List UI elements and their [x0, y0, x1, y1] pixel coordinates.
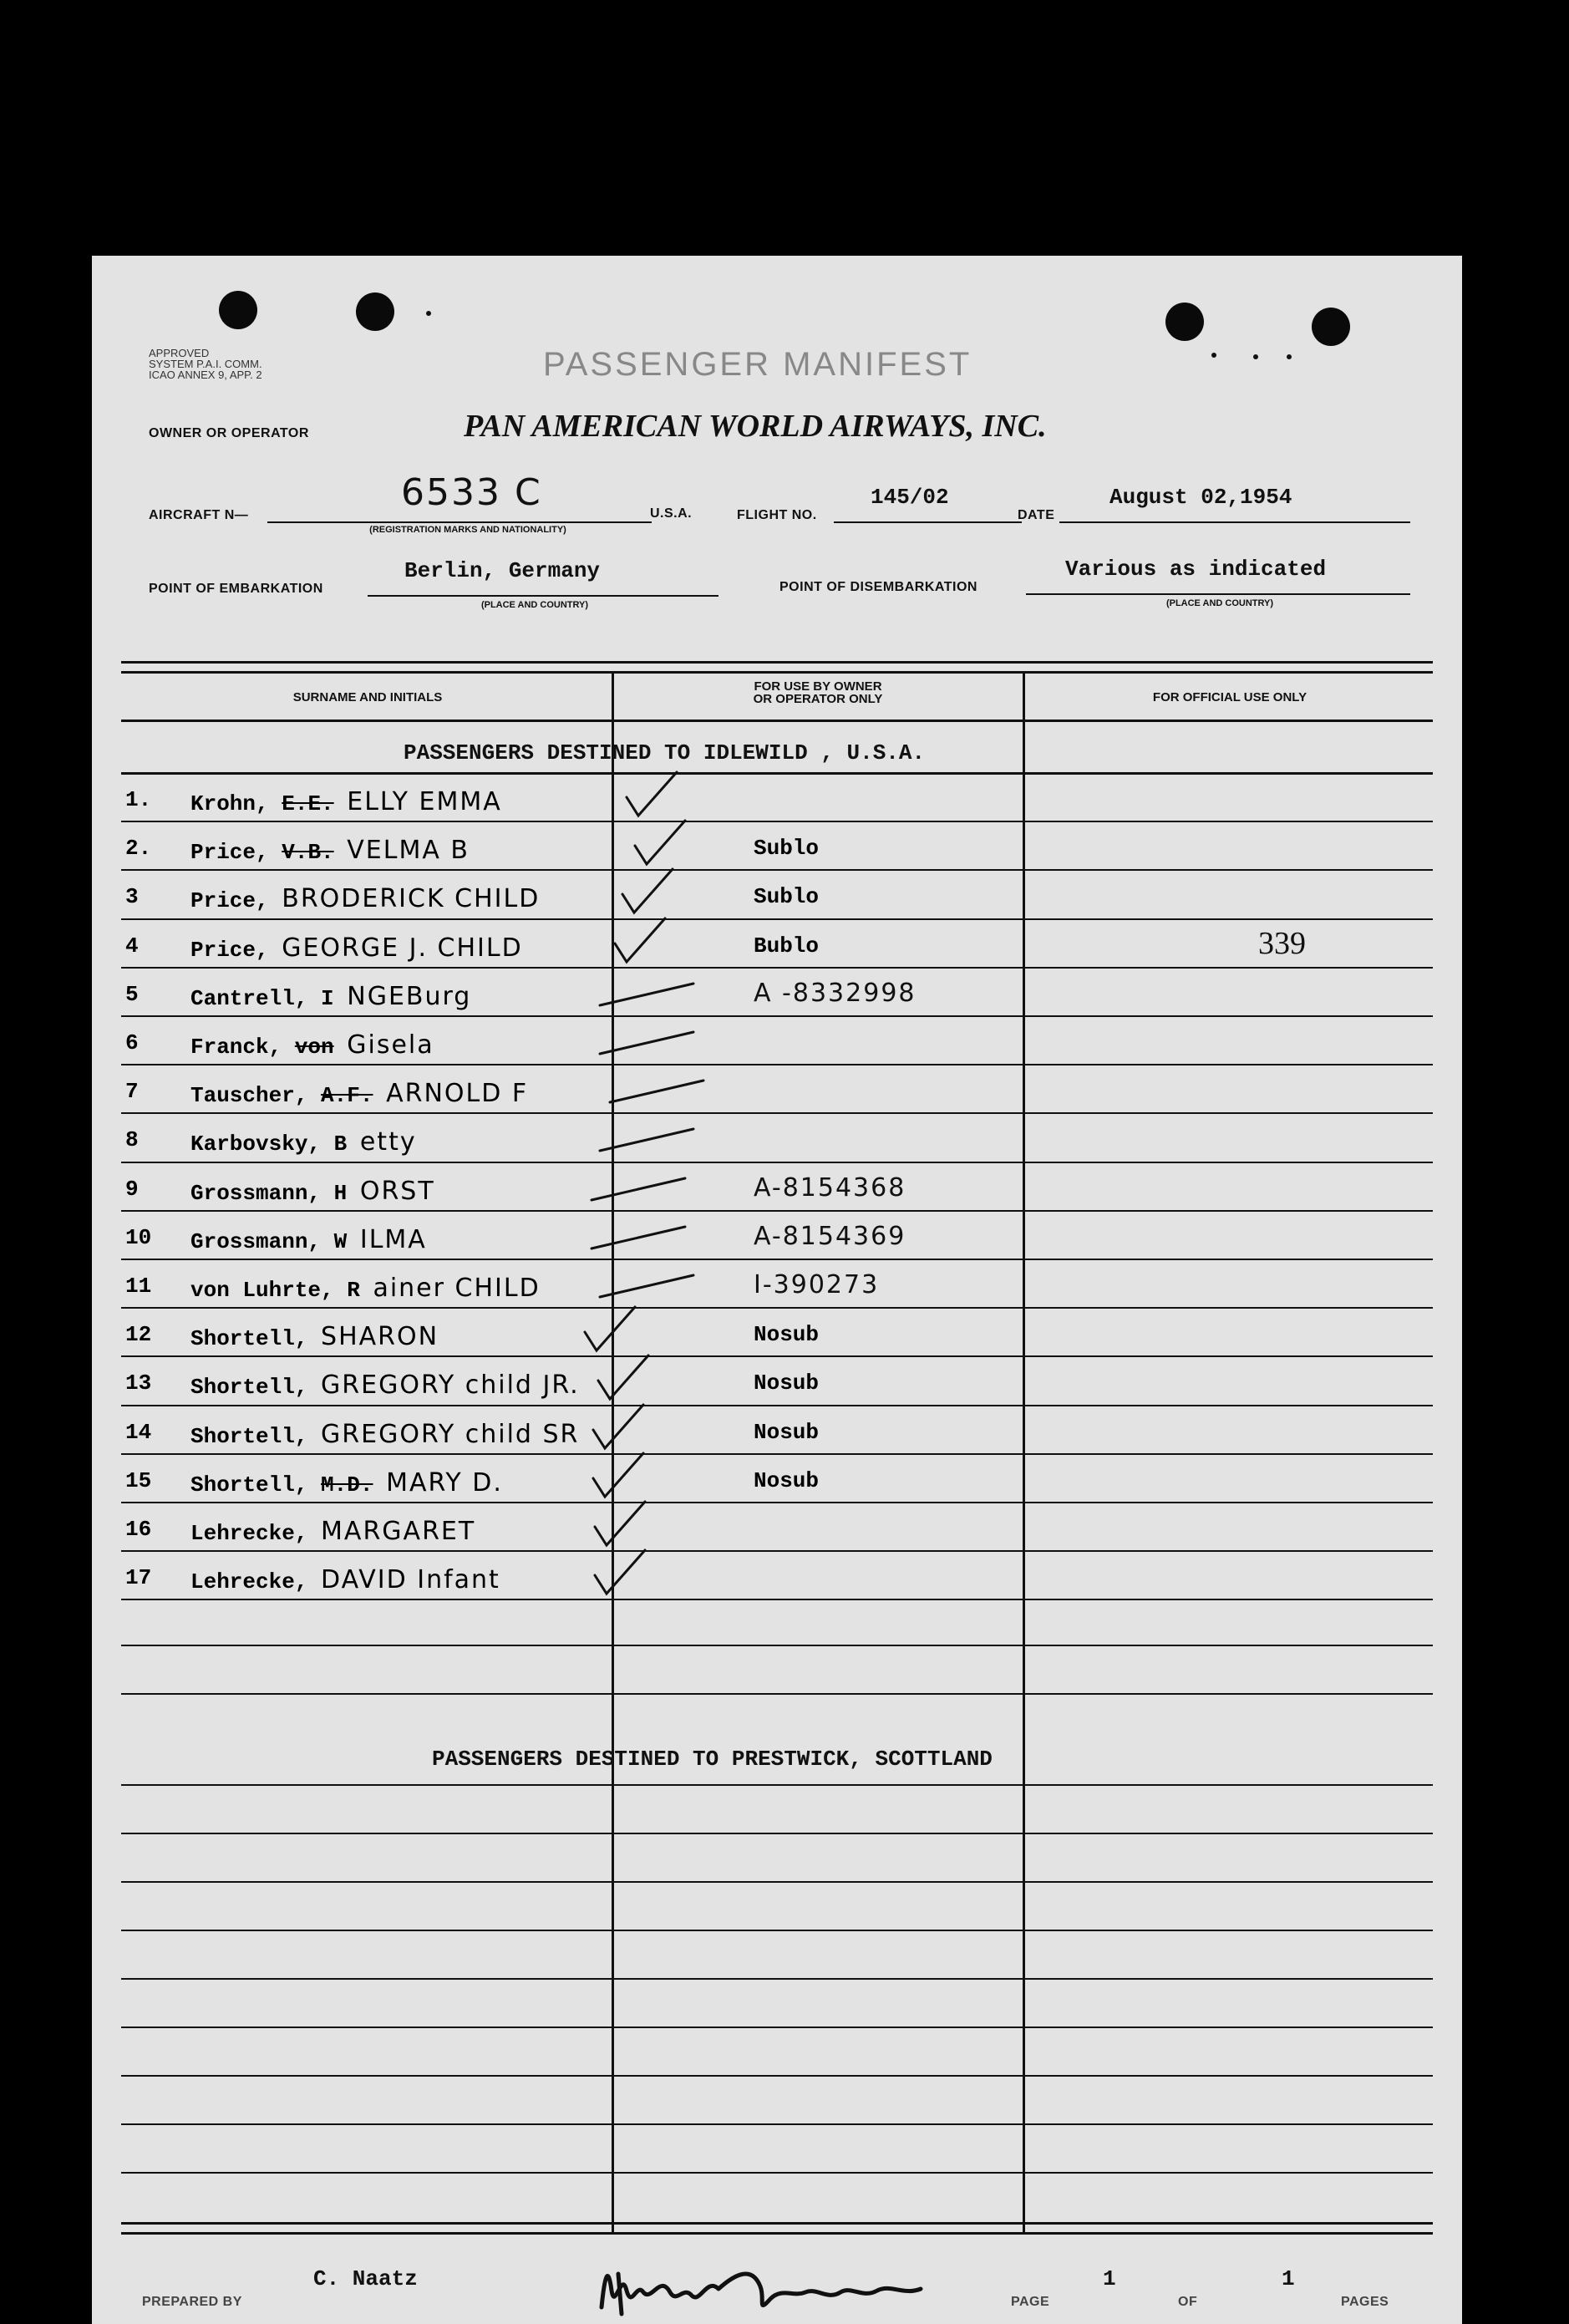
row-number: 6 [125, 1030, 139, 1055]
disembark-underline [1026, 593, 1410, 595]
passenger-row [125, 1165, 1429, 1213]
typed-surname: Shortell, [190, 1472, 308, 1498]
passenger-name [190, 836, 470, 865]
blank-row-rule [121, 1784, 1433, 1786]
passenger-name [190, 1274, 541, 1303]
section-heading-idlewild: PASSENGERS DESTINED TO IDLEWILD , U.S.A. [404, 740, 926, 765]
blank-row-rule [121, 2075, 1433, 2077]
handwritten-name: VELMA B [347, 836, 470, 866]
row-number: 5 [125, 981, 139, 1007]
approval-line: SYSTEM P.A.I. COMM. [149, 358, 262, 370]
typed-surname: Price, [190, 937, 269, 963]
owner-note: Sublo [754, 884, 820, 910]
prepared-value: C. Naatz [313, 2266, 418, 2291]
passenger-row [125, 1310, 1429, 1359]
row-rule [121, 918, 1433, 920]
signature-image [593, 2240, 944, 2324]
handwritten-name: GEORGE J. CHILD [282, 933, 523, 963]
handwritten-name: ELLY EMMA [347, 787, 502, 816]
embark-sublabel: (PLACE AND COUNTRY) [480, 600, 589, 610]
typed-surname: Krohn, [190, 791, 269, 816]
passenger-row [125, 1505, 1429, 1554]
passenger-name [190, 884, 540, 913]
paper-speck [1287, 354, 1292, 359]
pages-label: PAGES [1341, 2295, 1389, 2309]
handwritten-name: BRODERICK CHILD [282, 884, 541, 914]
owner-note: A -8332998 [754, 978, 917, 1008]
owner-note: Sublo [754, 836, 820, 862]
embark-underline [368, 595, 718, 597]
row-rule [121, 869, 1433, 871]
aircraft-sublabel: (REGISTRATION MARKS AND NATIONALITY) [369, 525, 566, 535]
owner-note: I-390273 [754, 1270, 880, 1299]
punch-hole [1165, 303, 1204, 341]
date-underline [1059, 521, 1410, 523]
typed-surname: Shortell, [190, 1326, 308, 1352]
flight-value: 145/02 [871, 485, 949, 510]
row-number: 4 [125, 933, 139, 959]
passenger-row [125, 1019, 1429, 1067]
table-top-rule [121, 671, 1433, 674]
usa-label: U.S.A. [650, 506, 693, 521]
row-rule [121, 1453, 1433, 1455]
struck-initials: A.F. [321, 1083, 373, 1109]
blank-row-rule [121, 1645, 1433, 1646]
passenger-name [190, 1127, 417, 1157]
row-rule [121, 1355, 1433, 1357]
typed-surname: Lehrecke, [190, 1521, 308, 1546]
row-number: 7 [125, 1079, 139, 1105]
handwritten-name: ILMA [359, 1224, 427, 1254]
typed-surname: Shortell, [190, 1375, 308, 1401]
row-rule [121, 1210, 1433, 1212]
typed-surname: Franck, [190, 1035, 282, 1060]
row-number: 8 [125, 1127, 139, 1153]
handwritten-name: MARY D. [386, 1467, 503, 1498]
handwritten-name: NGEBurg [347, 981, 472, 1011]
disembark-label: POINT OF DISEMBARKATION [779, 580, 977, 594]
handwritten-name: DAVID Infant [321, 1565, 500, 1595]
page-label: PAGE [1011, 2295, 1050, 2309]
blank-row-rule [121, 1930, 1433, 1931]
owner-label: OWNER OR OPERATOR [149, 426, 309, 440]
table-bottom-rule [121, 2222, 1433, 2225]
handwritten-name: ARNOLD F [386, 1079, 529, 1109]
passenger-row [125, 872, 1429, 921]
passenger-name [190, 1030, 434, 1060]
passenger-row [125, 1359, 1429, 1407]
flight-label: FLIGHT NO. [737, 508, 817, 522]
paper-speck [1211, 353, 1216, 358]
prepared-label: PREPARED BY [142, 2295, 242, 2309]
typed-surname: von Luhrte, R [190, 1278, 360, 1303]
passenger-name [190, 1468, 503, 1498]
owner-note: A-8154368 [754, 1172, 906, 1203]
row-number: 15 [125, 1467, 152, 1493]
handwritten-name: etty [359, 1127, 417, 1157]
col-owner-header-line: OR OPERATOR ONLY [753, 692, 883, 706]
owner-note: Bublo [754, 933, 820, 959]
row-number: 13 [125, 1370, 152, 1396]
embark-value: Berlin, Germany [404, 558, 601, 583]
col-surname-header: SURNAME AND INITIALS [292, 690, 443, 704]
row-rule [121, 772, 1433, 775]
row-rule [121, 1502, 1433, 1503]
aircraft-value: 6533 C [401, 471, 542, 514]
passenger-row [125, 1116, 1429, 1164]
airline-name: PAN AMERICAN WORLD AIRWAYS, INC. [464, 409, 1047, 444]
passenger-row [125, 1067, 1429, 1116]
passenger-name [190, 1565, 500, 1594]
blank-row-rule [121, 2172, 1433, 2174]
handwritten-name: ainer CHILD [373, 1274, 541, 1303]
blank-row-rule [121, 1881, 1433, 1883]
owner-note: Nosub [754, 1419, 820, 1445]
page-value: 1 [1103, 2266, 1116, 2291]
typed-surname: Price, [190, 888, 269, 914]
typed-surname: Grossmann, H [190, 1180, 348, 1206]
typed-surname: Tauscher, [190, 1083, 308, 1109]
owner-note: A-8154369 [754, 1221, 906, 1251]
header-rule [121, 720, 1433, 722]
row-rule [121, 821, 1433, 822]
owner-note: Nosub [754, 1467, 820, 1493]
form-title: PASSENGER MANIFEST [543, 346, 972, 383]
passenger-name [190, 1079, 528, 1108]
row-rule [121, 1015, 1433, 1017]
passenger-row [125, 776, 1429, 824]
table-top-rule [121, 661, 1433, 664]
disembark-value: Various as indicated [1065, 557, 1327, 582]
owner-note: Nosub [754, 1322, 820, 1348]
passenger-name [190, 1177, 435, 1206]
passenger-name [190, 1370, 580, 1400]
handwritten-name: GREGORY child SR [321, 1419, 580, 1449]
flight-underline [834, 521, 1022, 523]
punch-hole [1312, 308, 1350, 346]
blank-row-rule [121, 1978, 1433, 1980]
row-number: 3 [125, 884, 139, 910]
approval-line: APPROVED [149, 347, 210, 359]
manifest-sheet [92, 256, 1462, 2324]
row-number: 12 [125, 1322, 152, 1348]
row-number: 1. [125, 787, 152, 812]
blank-row-rule [121, 1833, 1433, 1834]
typed-surname: Grossmann, W [190, 1228, 348, 1254]
row-rule [121, 967, 1433, 969]
passenger-row [125, 1213, 1429, 1262]
passenger-row [125, 1554, 1429, 1602]
row-number: 10 [125, 1224, 152, 1250]
approval-notice [149, 348, 262, 380]
struck-initials: M.D. [321, 1472, 373, 1498]
col-owner-header [614, 680, 1022, 705]
aircraft-label: AIRCRAFT N— [149, 508, 249, 522]
passenger-row [125, 1262, 1429, 1310]
row-rule [121, 1259, 1433, 1260]
blank-row-rule [121, 1693, 1433, 1695]
paper-speck [426, 311, 431, 316]
col-owner-header-line: FOR USE BY OWNER [754, 679, 882, 694]
row-rule [121, 1112, 1433, 1114]
disembark-sublabel: (PLACE AND COUNTRY) [1165, 598, 1274, 608]
struck-initials: V.B. [282, 840, 334, 866]
typed-surname: Karbovsky, B [190, 1131, 348, 1157]
passenger-name [190, 1225, 427, 1254]
row-rule [121, 1064, 1433, 1065]
aircraft-underline [267, 521, 652, 523]
row-rule [121, 1307, 1433, 1309]
section-heading-prestwick: PASSENGERS DESTINED TO PRESTWICK, SCOTTLAND [432, 1747, 993, 1772]
handwritten-name: SHARON [321, 1322, 439, 1352]
passenger-name [190, 1517, 475, 1546]
handwritten-name: Gisela [347, 1030, 434, 1060]
struck-initials: von [294, 1035, 334, 1060]
passenger-name [190, 787, 502, 816]
row-number: 16 [125, 1517, 152, 1542]
row-number: 2. [125, 836, 152, 862]
passenger-row [125, 922, 1429, 970]
approval-line: ICAO ANNEX 9, APP. 2 [149, 369, 262, 381]
typed-surname: Shortell, [190, 1423, 308, 1449]
passenger-row [125, 824, 1429, 872]
date-value: August 02,1954 [1109, 485, 1292, 510]
blank-row-rule [121, 2027, 1433, 2028]
row-number: 14 [125, 1419, 152, 1445]
handwritten-name: MARGARET [321, 1517, 476, 1546]
passenger-name [190, 982, 471, 1011]
punch-hole [219, 291, 257, 329]
row-number: 17 [125, 1565, 152, 1591]
row-number: 9 [125, 1176, 139, 1202]
owner-note: Nosub [754, 1370, 820, 1396]
typed-surname: Cantrell, I [190, 985, 334, 1011]
passenger-row [125, 1408, 1429, 1457]
blank-row-rule [121, 2123, 1433, 2125]
row-rule [121, 1550, 1433, 1552]
struck-initials: E.E. [282, 791, 334, 816]
passenger-name [190, 1322, 439, 1351]
passenger-name [190, 1420, 579, 1449]
passenger-row [125, 970, 1429, 1019]
embark-label: POINT OF EMBARKATION [149, 582, 323, 596]
date-label: DATE [1018, 508, 1055, 522]
of-label: OF [1178, 2295, 1198, 2309]
of-value: 1 [1282, 2266, 1295, 2291]
punch-hole [356, 292, 394, 331]
passenger-name [190, 933, 523, 963]
handwritten-name: ORST [359, 1176, 435, 1206]
table-bottom-rule [121, 2232, 1433, 2235]
row-rule [121, 1599, 1433, 1600]
passenger-row [125, 1457, 1429, 1505]
official-mark: 339 [1258, 925, 1306, 961]
col-official-header: FOR OFFICIAL USE ONLY [1152, 690, 1308, 704]
handwritten-name: GREGORY child JR. [321, 1370, 580, 1401]
row-rule [121, 1405, 1433, 1406]
paper-speck [1253, 354, 1258, 359]
row-number: 11 [125, 1274, 152, 1299]
typed-surname: Price, [190, 840, 269, 866]
typed-surname: Lehrecke, [190, 1569, 308, 1595]
row-rule [121, 1162, 1433, 1163]
